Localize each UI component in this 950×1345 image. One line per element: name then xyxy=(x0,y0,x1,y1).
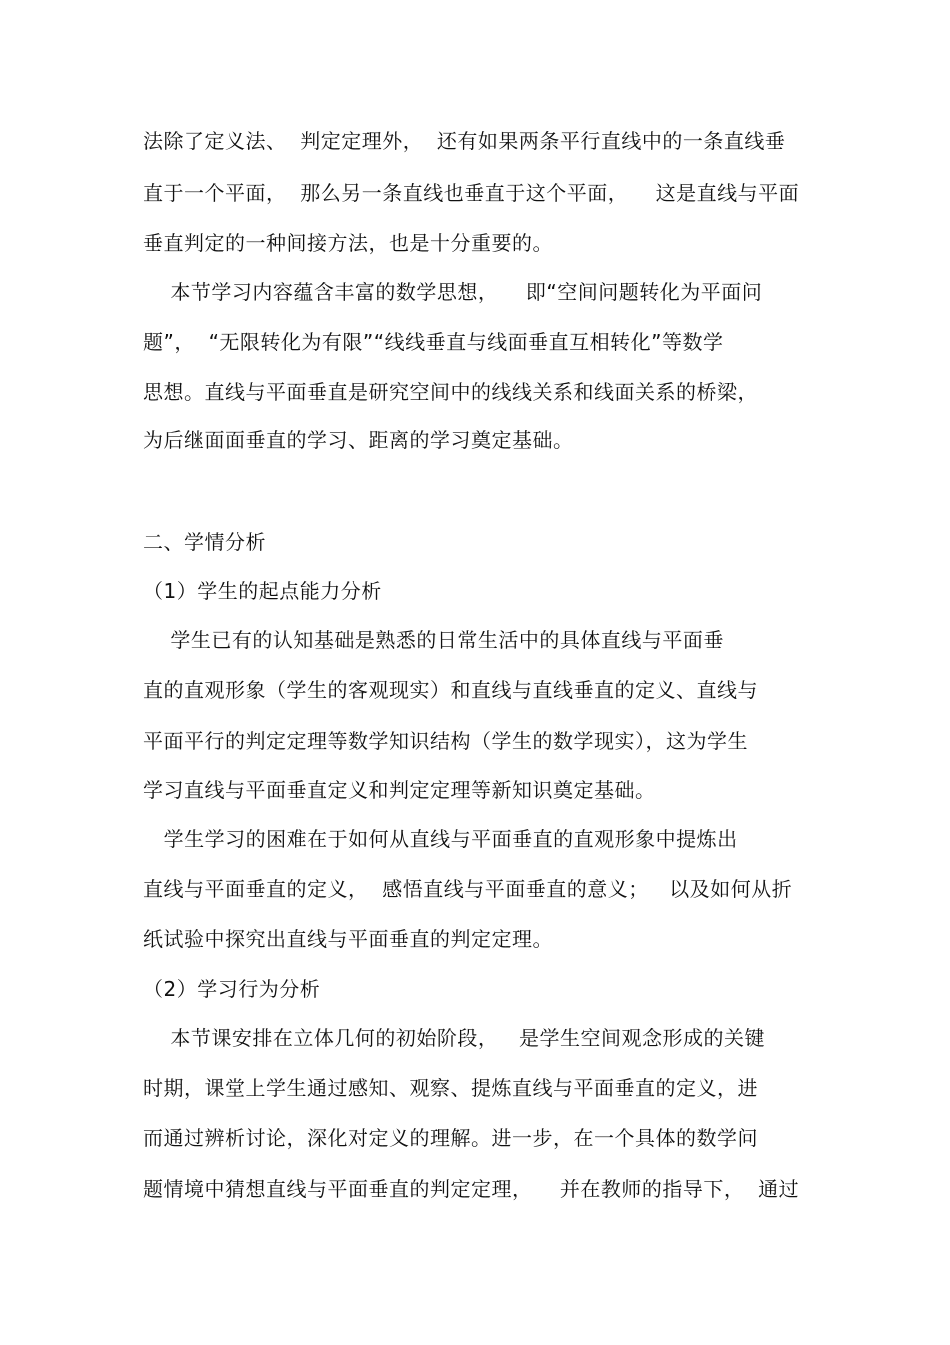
subsection-heading-1: （1）学生的起点能力分析 xyxy=(143,579,382,603)
text-line-16: 纸试验中探究出直线与平面垂直的判定定理。 xyxy=(143,927,553,951)
text-line-21: 题情境中猜想直线与平面垂直的判定定理， 并在教师的指导下， 通过 xyxy=(143,1177,800,1201)
text-line-1: 法除了定义法、 判定定理外， 还有如果两条平行直线中的一条直线垂 xyxy=(143,129,786,153)
text-line-19: 时期，课堂上学生通过感知、观察、提炼直线与平面垂直的定义，进 xyxy=(143,1076,758,1100)
text-line-2: 直于一个平面， 那么另一条直线也垂直于这个平面， 这是直线与平面 xyxy=(143,181,800,205)
text-line-12: 平面平行的判定定理等数学知识结构（学生的数学现实），这为学生 xyxy=(143,729,748,753)
text-line-10: 学生已有的认知基础是熟悉的日常生活中的具体直线与平面垂 xyxy=(143,628,724,652)
text-line-20: 而通过辨析讨论，深化对定义的理解。进一步，在一个具体的数学问 xyxy=(143,1126,758,1150)
text-line-5: 题”， “无限转化为有限”“线线垂直与线面垂直互相转化”等数学 xyxy=(143,330,724,354)
text-line-6: 思想。直线与平面垂直是研究空间中的线线关系和线面关系的桥梁， xyxy=(143,380,758,404)
text-line-7: 为后继面面垂直的学习、距离的学习奠定基础。 xyxy=(143,428,574,452)
text-line-18: 本节课安排在立体几何的初始阶段， 是学生空间观念形成的关键 xyxy=(143,1026,766,1050)
text-line-15: 直线与平面垂直的定义， 感悟直线与平面垂直的意义； 以及如何从折 xyxy=(143,877,793,901)
text-line-3: 垂直判定的一种间接方法，也是十分重要的。 xyxy=(143,231,553,255)
text-line-4: 本节学习内容蕴含丰富的数学思想， 即“空间问题转化为平面问 xyxy=(143,280,763,304)
text-line-11: 直的直观形象（学生的客观现实）和直线与直线垂直的定义、直线与 xyxy=(143,678,758,702)
text-line-14: 学生学习的困难在于如何从直线与平面垂直的直观形象中提炼出 xyxy=(143,827,738,851)
subsection-heading-2: （2）学习行为分析 xyxy=(143,977,321,1001)
text-line-13: 学习直线与平面垂直定义和判定定理等新知识奠定基础。 xyxy=(143,778,656,802)
section-heading: 二、学情分析 xyxy=(143,530,266,554)
